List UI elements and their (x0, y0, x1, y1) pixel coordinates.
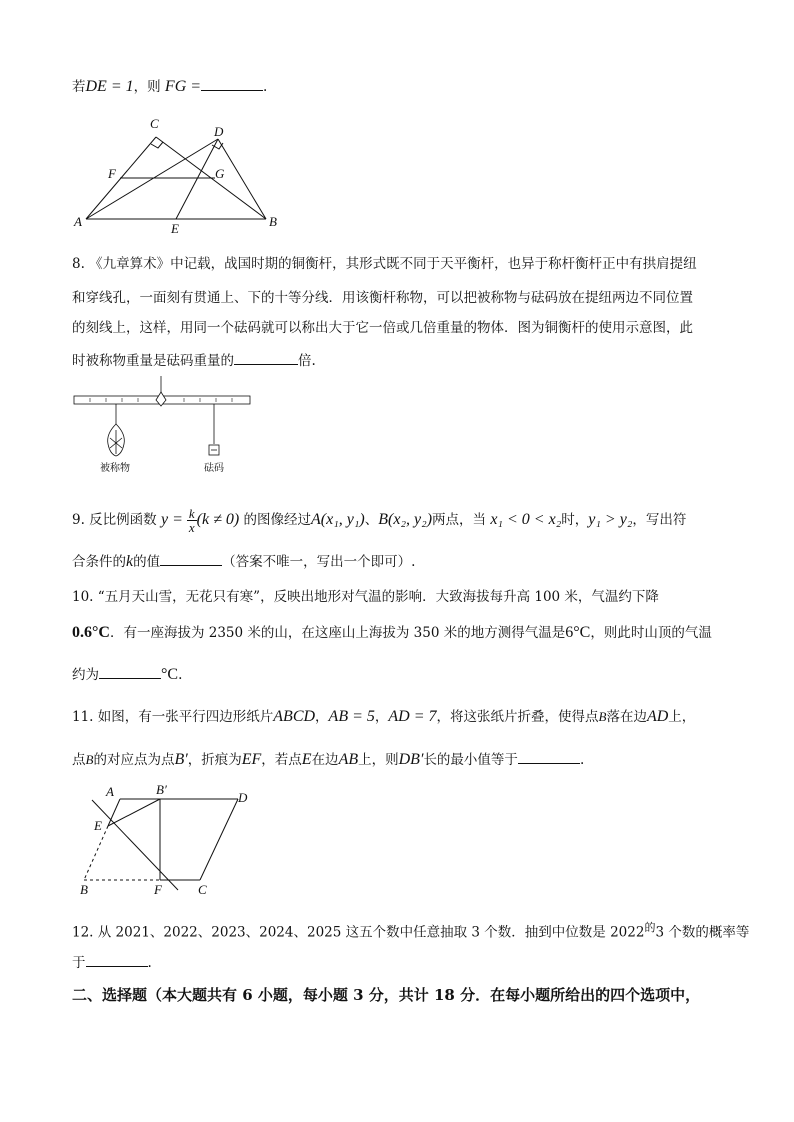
label-B-prime: B′ (156, 782, 167, 797)
q10-line-1: 10. “五月天山雪，无花只有寒”，反映出地形对气温的影响．大致海拔每升高 100 米，气温约下降 (72, 589, 659, 605)
q7-condition: DE = 1 (85, 78, 134, 95)
answer-blank[interactable] (201, 76, 263, 91)
weighed-object-icon (108, 424, 125, 456)
q9-line-1: 9. 反比例函数 y = $\frac{k}{x}$ (k ≠ 0) 的图像经过A(x₁, y₁)、B(x₂, y₂)两点，当 x₁ < 0 < x₂时，y₁ > y₂，写出符 (72, 506, 687, 535)
section-heading: 二、选择题（本大题共有 6 小题，每小题 3 分，共计 18 分．在每小题所给出的四个选项中， (72, 986, 701, 1004)
answer-blank[interactable] (160, 551, 222, 566)
label-C: C (198, 882, 207, 897)
dashed-EB (84, 826, 108, 880)
q11-line-2: 点B的对应点为点B′，折痕为EF，若点E在边AB上，则DB′长的最小值等于 . (72, 751, 585, 768)
answer-blank[interactable] (86, 952, 148, 967)
fold-line-EF (92, 800, 178, 890)
point-A: A(x₁, y₁) (311, 511, 365, 529)
segment-DB (218, 139, 266, 219)
right-angle-C (151, 142, 163, 148)
label-E: E (94, 818, 102, 833)
label-D: D (238, 790, 248, 805)
q10-line-2: 0.6°C．有一座海拔为 2350 米的山，在这座山上海拔为 350 米的地方测得气温是6°C，则此时山顶的气温 (72, 624, 712, 641)
q9-inequality-x: x₁ < 0 < x₂ (490, 511, 562, 529)
label-E: E (171, 221, 179, 236)
answer-blank[interactable] (99, 664, 161, 679)
q9-inequality-y: y₁ > y₂ (588, 511, 633, 529)
point-B: B(x₂, y₂) (378, 511, 433, 529)
label-B: B (80, 882, 88, 897)
label-weight: 砝码 (204, 463, 224, 474)
q10-line-3: 约为 °C. (72, 666, 183, 683)
q8-line-3: 的刻线上，这样，用同一个砝码就可以称出大于它一倍或几倍重量的物体．图为铜衡杆的使用示意图，此 (72, 320, 693, 336)
label-A: A (106, 784, 114, 799)
answer-blank[interactable] (518, 749, 580, 764)
label-A: A (74, 214, 82, 229)
label-weighed-object: 被称物 (100, 463, 130, 474)
q9-function: y = $\frac{k}{x}$ (k ≠ 0) (160, 506, 240, 535)
label-B: B (269, 214, 277, 229)
q8-line-2: 和穿线孔，一面刻有贯通上、下的十等分线．用该衡杆称物，可以把被称物与砝码放在提纽两边不同位置 (72, 290, 693, 306)
segment-DC (200, 799, 238, 880)
q11-line-1: 11. 如图，有一张平行四边形纸片ABCD，AB = 5，AD = 7，将这张纸片折叠，使得点B落在边AD上， (72, 708, 696, 725)
figure-triangles (70, 112, 290, 237)
label-D: D (214, 124, 224, 139)
q12-line-1: 12. 从 2021、2022、2023、2024、2025 这五个数中任意抽取 3 个数．抽到中位数是 $2022^的3$ 个数的概率等 (72, 921, 750, 941)
label-G: G (215, 166, 225, 181)
q7-ask: FG = (164, 78, 202, 95)
label-F: F (108, 166, 116, 181)
figure-balance-beam (70, 372, 260, 477)
segment-EB-prime (108, 799, 160, 826)
q8-line-4: 时被称物重量是砝码重量的 倍. (72, 350, 316, 371)
figure-parallelogram (74, 782, 264, 898)
q7-tail-line: 若DE = 1，则 FG = . (72, 78, 268, 95)
q12-line-2: 于 . (72, 952, 152, 973)
segment-AD (86, 139, 218, 219)
q8-line-1: 8. 《九章算术》中记载，战国时期的铜衡杆，其形式既不同于天平衡杆，也异于称杆衡杆正中有拱肩提纽 (72, 256, 697, 272)
label-F: F (154, 882, 162, 897)
label-C: C (150, 116, 159, 131)
q9-line-2: 合条件的k的值 （答案不唯一，写出一个即可）. (72, 553, 416, 570)
answer-blank[interactable] (234, 350, 298, 365)
segment-AE (108, 799, 120, 826)
